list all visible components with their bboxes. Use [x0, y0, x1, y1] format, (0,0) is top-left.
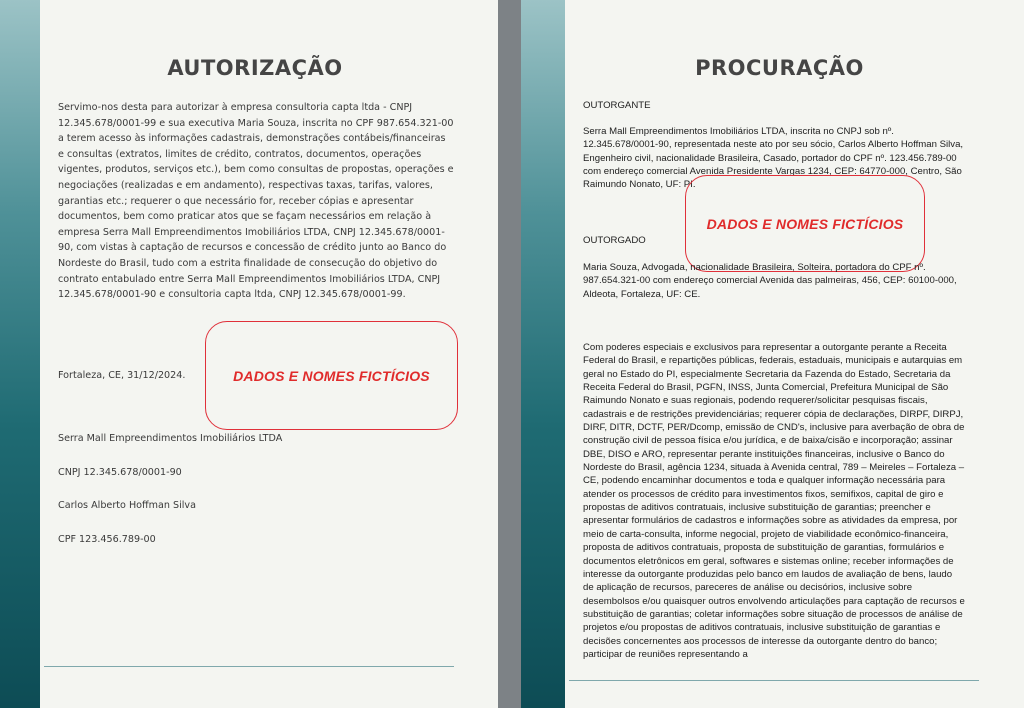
- company-name: Serra Mall Empreendimentos Imobiliários LTDA: [58, 433, 283, 444]
- footer-divider: [569, 680, 979, 681]
- fictitious-data-stamp: [685, 175, 925, 272]
- authorization-body: Servimo-nos desta para autorizar à empresa consultoria capta ltda - CNPJ 12.345.678/0001-99 e sua executiva Maria Souza, inscrita no CPF 987.654.321-00 a terem acesso às informações cadastrais, demonstrações contábeis/financeiras e consultas (extratos, limites de crédito, contratos, documentos, operações vigentes, produtos, serviços etc.), bem como consultas de propostas, operações e negociações (realizadas e em andamento), respectivas taxas, tarifas, valores, garantias etc.; requerer o que necessário for, receber cópias e apresentar documentos, bem como praticar atos que se façam necessários em relação à empresa Serra Mall Empreendimentos Imobiliários LTDA, CNPJ 12.345.678/0001-90, com vistas à captação de recursos e concessão de crédito junto ao Banco do Nordeste do Brasil, tudo com a estrita finalidade de consecução do objetivo do contrato entabulado entre Serra Mall Empreendimentos Imobiliários LTDA, CNPJ 12.345.678/0001-90 e consultoria capta ltda, CNPJ 12.345.678/0001-99.: [58, 102, 454, 301]
- document-page-autorizacao[interactable]: [0, 0, 498, 708]
- fictitious-data-stamp: [205, 321, 458, 430]
- page-gutter: [498, 0, 521, 708]
- outorgado-text: Maria Souza, Advogada, nacionalidade Brasileira, Solteira, portadora do CPF nº. 987.654.321-00 com endereço comercial Avenida das palmeiras, 456, CEP: 60100-000, Aldeota, Fortaleza, UF: CE.: [583, 262, 957, 300]
- outorgado-label: OUTORGADO: [583, 235, 646, 246]
- company-cnpj: CNPJ 12.345.678/0001-90: [58, 467, 182, 478]
- signer-cpf: CPF 123.456.789-00: [58, 534, 156, 545]
- outorgante-label: OUTORGANTE: [583, 100, 651, 111]
- page-title: PROCURAÇÃO: [695, 56, 864, 80]
- signer-name: Carlos Alberto Hoffman Silva: [58, 500, 196, 511]
- stamp-text: DADOS E NOMES FICTÍCIOS: [233, 367, 430, 384]
- footer-divider: [44, 666, 454, 667]
- page-side-band: [521, 0, 565, 708]
- place-date: Fortaleza, CE, 31/12/2024.: [58, 370, 186, 381]
- page-title: AUTORIZAÇÃO: [167, 56, 343, 80]
- stamp-text: DADOS E NOMES FICTÍCIOS: [706, 215, 904, 232]
- page-side-band: [0, 0, 40, 708]
- outorgante-text: Serra Mall Empreendimentos Imobiliários LTDA, inscrita no CNPJ sob nº. 12.345.678/0001-90, representada neste ato por seu sócio, Carlos Alberto Hoffman Silva, Engenheiro civil, nacionalidade Brasileira, Casado, portador do CPF nº. 123.456.789-00 com endereço comercial Avenida Presidente Vargas 1234, CEP: 64770-000, Centro, São Raimundo Nonato, UF: PI.: [583, 126, 964, 191]
- poderes-text: Com poderes especiais e exclusivos para representar a outorgante perante a Receita Federal do Brasil, e repartições públicas, federais, estaduais, municipais e autarquias em geral no Estado do PI, especialmente Secretaria da Fazenda do Estado, Secretaria da Receita Federal do Brasil, PGFN, INSS, Junta Comercial, Prefeitura Municipal de São Raimundo Nonato e suas regionais, podendo requerer/solicitar pesquisas fiscais, cadastrais e de restrições previdenciárias; requerer cópia de declarações, DIRPF, DIRPJ, DIRF, DITR, DCTF, PER/Dcomp, emissão de CND's, inclusive para averbação de obra de construção civil de pessoa física e/ou jurídica, e de baixa/cisão e incorporação; assinar DBE, DISO e ARO, representar perante instituições financeiras, inclusive o Banco do Nordeste do Brasil, agência 1234, situada à Avenida central, 789 – Meireles – Fortaleza – CE, podendo encaminhar documentos e toda e qualquer informação necessária para atender os processos de crédito para investimentos fixos, semifixos, capital de giro e propostas de aditivos contratuais, inclusive substituição de garantias; preencher e apresentar formulários de cadastros e informações sobre as atividades da empresa, por meio de carta-consulta, informe negocial, projeto de viabilidade econômico-financeira, proposta de aditivos contratuais, proposta de substituição de garantias, formulários e documentos eletrônicos em geral, softwares e sistemas online; receber informações de interesse da outorgante produzidas pelo banco em laudos de avaliação de bens, laudo de aplicação de recursos, pareceres de análise ou decisórios, inclusive sobre desembolsos e/ou quaisquer outros envolvendo articulações para captação de recursos e substituição de garantias; coletar informações sobre situação de processos de análise de projetos e/ou propostas de aditivos contratuais, inclusive substituição de garantias e decisões concernentes aos processos de interesse da outorgante dentro do banco; participar de reuniões representando a: [583, 342, 965, 660]
- document-page-procuracao[interactable]: [521, 0, 1024, 708]
